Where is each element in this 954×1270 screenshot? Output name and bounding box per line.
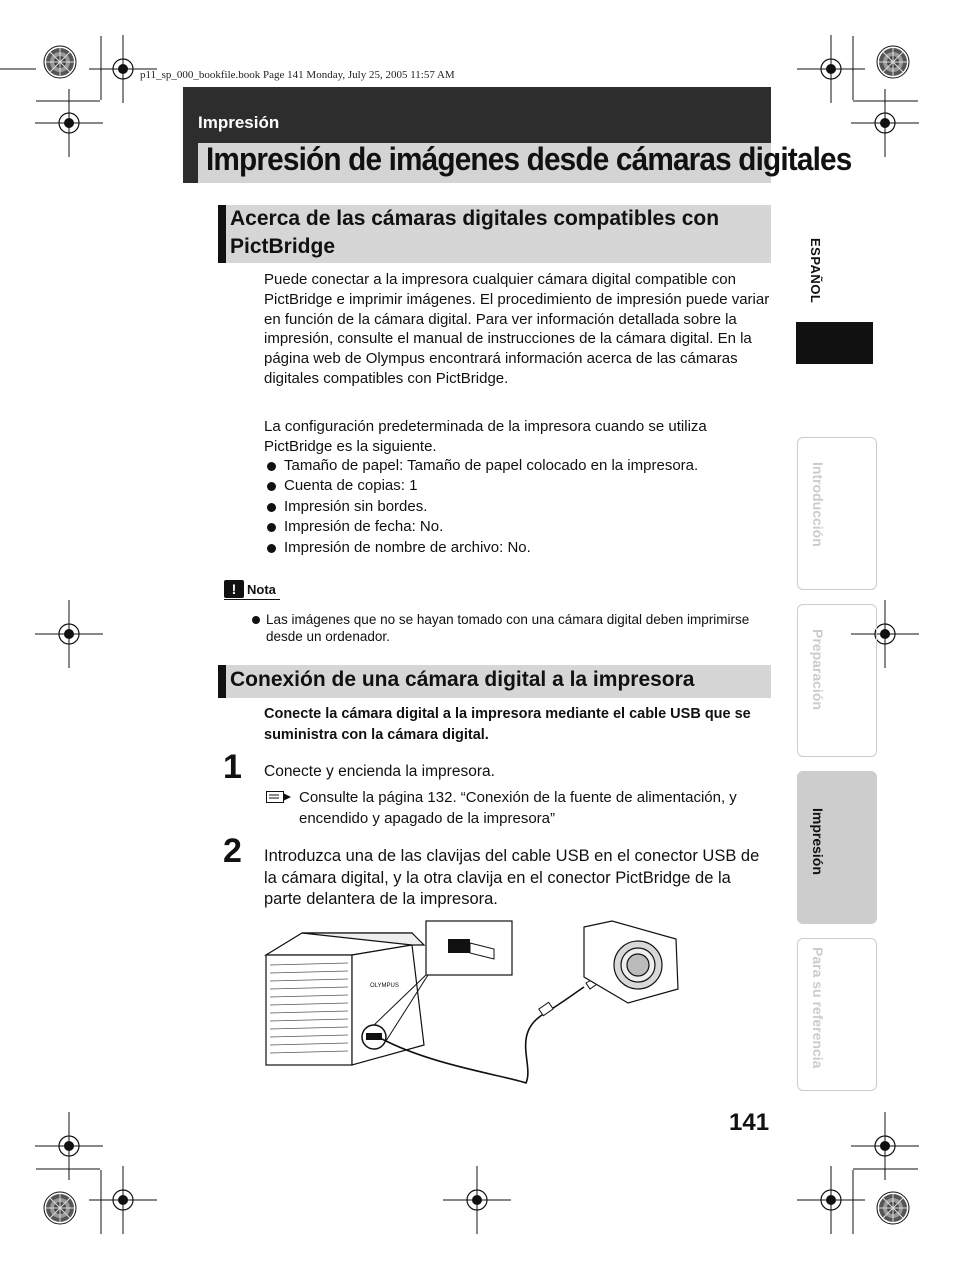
note-text: Las imágenes que no se hayan tomado con una cámara digital deben imprimirse desde un ordenador. bbox=[251, 611, 776, 645]
page-number: 141 bbox=[729, 1109, 770, 1136]
note-underline bbox=[224, 599, 280, 600]
side-tab-label: Para su referencia bbox=[810, 947, 826, 1069]
side-tab-preparacion[interactable] bbox=[797, 604, 877, 757]
reference-arrow-icon bbox=[266, 791, 292, 803]
section-label: Impresión bbox=[198, 113, 280, 132]
step-text: Introduzca una de las clavijas del cable USB en el conector USB de la cámara digital, y la otra clavija en el conector PictBridge de la parte delantera de la impresora. bbox=[264, 847, 760, 908]
section-heading-pictbridge bbox=[218, 205, 771, 263]
printer-brand: OLYMPUS bbox=[370, 983, 399, 989]
list-item: Impresión sin bordes. bbox=[266, 497, 698, 517]
camera-illustration bbox=[584, 921, 678, 1003]
default-settings-paragraph: La configuración predeterminada de la impresora cuando se utiliza PictBridge es la siguiente. bbox=[264, 418, 707, 455]
note-warning-icon: ! bbox=[224, 580, 244, 598]
side-tab-introduccion[interactable] bbox=[797, 437, 877, 590]
print-info: p11_sp_000_bookfile.book Page 141 Monday, July 25, 2005 11:57 AM bbox=[140, 69, 455, 81]
list-item: Cuenta de copias: 1 bbox=[266, 476, 698, 496]
side-tab-impresion[interactable] bbox=[797, 771, 877, 924]
step-text: Conecte y encienda la impresora. bbox=[264, 763, 495, 780]
default-settings-list bbox=[266, 456, 698, 558]
side-tab-label: Preparación bbox=[810, 629, 826, 710]
side-tab-label: Impresión bbox=[810, 808, 826, 875]
step-reference: Consulte la página 132. “Conexión de la fuente de alimentación, y encendido y apagado de la impresora” bbox=[299, 789, 737, 827]
page-title: Impresión de imágenes desde cámaras digitales bbox=[206, 141, 852, 177]
connection-intro: Conecte la cámara digital a la impresora mediante el cable USB que se suministra con la cámara digital. bbox=[264, 706, 751, 743]
list-item: Impresión de fecha: No. bbox=[266, 517, 698, 537]
note-label: Nota bbox=[247, 582, 276, 597]
section-heading-connection: Conexión de una cámara digital a la impresora bbox=[218, 665, 771, 698]
step-number: 1 bbox=[223, 748, 242, 786]
side-tab-label: Introducción bbox=[810, 462, 826, 547]
language-tab-marker bbox=[796, 322, 873, 364]
intro-paragraph: Puede conectar a la impresora cualquier cámara digital compatible con PictBridge e imprimir imágenes. El procedimiento de impresión puede variar en función de la cámara digital. Para ver información detallada sobre la impresión, consulte el manual de instrucciones de la cámara digital. En la página web de Olympus encontrará información acerca de las cámaras digitales compatibles con PictBridge. bbox=[264, 271, 770, 387]
section-heading-line1: Acerca de las cámaras digitales compatibles con bbox=[230, 207, 720, 230]
step-number: 2 bbox=[223, 832, 242, 870]
printer-camera-illustration bbox=[262, 915, 684, 1095]
side-tab-referencia[interactable] bbox=[797, 938, 877, 1091]
section-heading-line2: PictBridge bbox=[230, 235, 336, 258]
language-tab-label: ESPAÑOL bbox=[808, 238, 823, 304]
list-item: Tamaño de papel: Tamaño de papel colocado en la impresora. bbox=[266, 456, 698, 476]
list-item: Impresión de nombre de archivo: No. bbox=[266, 538, 698, 558]
